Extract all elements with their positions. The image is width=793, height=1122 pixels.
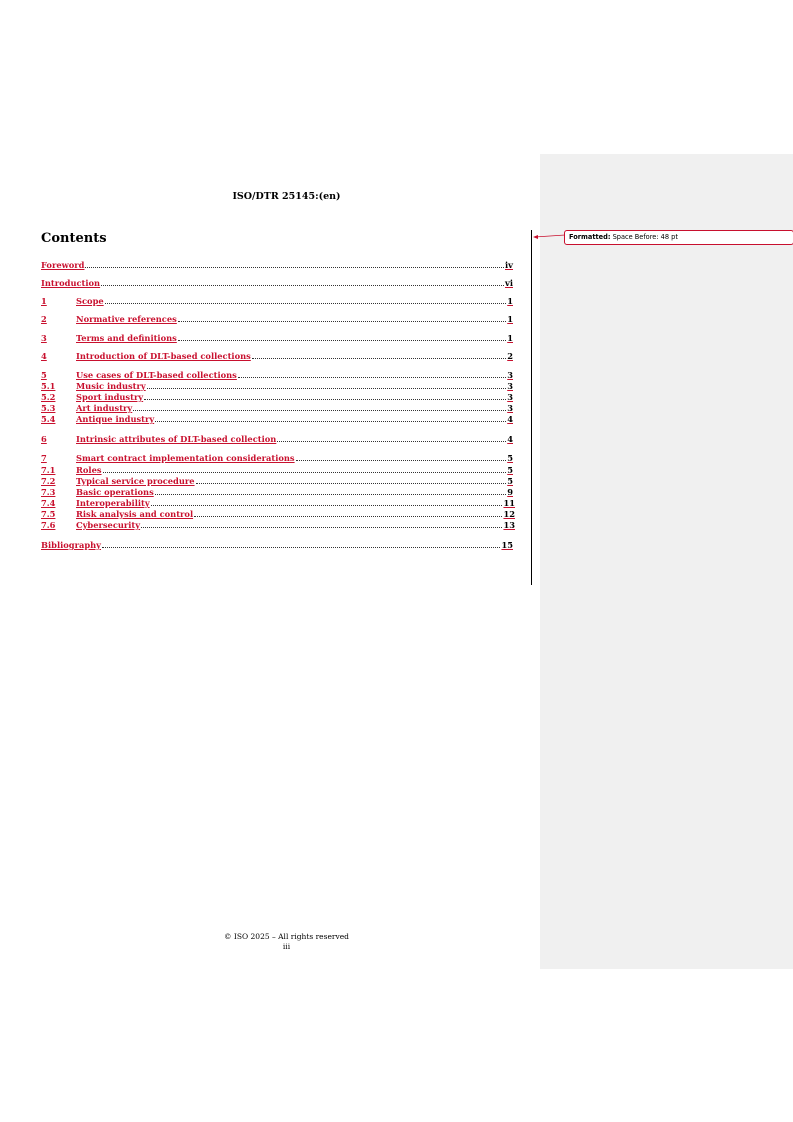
toc-entry-7-5[interactable]: 7.5 Risk analysis and control 12: [41, 509, 515, 519]
balloon-text: Space Before: 48 pt: [612, 233, 678, 241]
toc-entry-6[interactable]: 6 Intrinsic attributes of DLT-based collection 4: [41, 434, 513, 444]
toc-entry-5-3[interactable]: 5.3 Art industry 3: [41, 403, 513, 413]
toc-entry-5-4[interactable]: 5.4 Antique industry 4: [41, 414, 513, 424]
toc-entry-5[interactable]: 5 Use cases of DLT-based collections 3: [41, 370, 513, 380]
toc-entry-7-2[interactable]: 7.2 Typical service procedure 5: [41, 476, 513, 486]
toc-entry-7-1[interactable]: 7.1 Roles 5: [41, 465, 513, 475]
document-header: ISO/DTR 25145:(en): [232, 191, 341, 202]
formatting-comment-balloon[interactable]: [564, 230, 793, 245]
toc-entry-7-3[interactable]: 7.3 Basic operations 9: [41, 487, 513, 497]
contents-heading: Contents: [41, 231, 107, 246]
toc-entry-5-1[interactable]: 5.1 Music industry 3: [41, 381, 513, 391]
footer-copyright: © ISO 2025 – All rights reserved: [224, 932, 349, 941]
change-bar: [531, 230, 532, 585]
toc-entry-4[interactable]: 4 Introduction of DLT-based collections 2: [41, 351, 513, 361]
toc-entry-introduction[interactable]: Introduction vi: [41, 278, 513, 288]
footer-page-number: iii: [282, 942, 291, 951]
page-footer: [0, 932, 573, 952]
toc-entry-5-2[interactable]: 5.2 Sport industry 3: [41, 392, 513, 402]
toc-entry-7-6[interactable]: 7.6 Cybersecurity 13: [41, 520, 515, 530]
markup-pane: [540, 154, 793, 969]
toc-entry-foreword[interactable]: Foreword iv: [41, 260, 513, 270]
toc-entry-1[interactable]: 1 Scope 1: [41, 296, 513, 306]
toc-entry-7-4[interactable]: 7.4 Interoperability 11: [41, 498, 515, 508]
balloon-label: Formatted:: [569, 233, 611, 241]
toc-entry-2[interactable]: 2 Normative references 1: [41, 314, 513, 324]
balloon-connector: [531, 230, 567, 246]
toc-entry-7[interactable]: 7 Smart contract implementation considerations 5: [41, 453, 513, 463]
toc-entry-bibliography[interactable]: Bibliography 15: [41, 540, 513, 550]
toc-entry-3[interactable]: 3 Terms and definitions 1: [41, 333, 513, 343]
